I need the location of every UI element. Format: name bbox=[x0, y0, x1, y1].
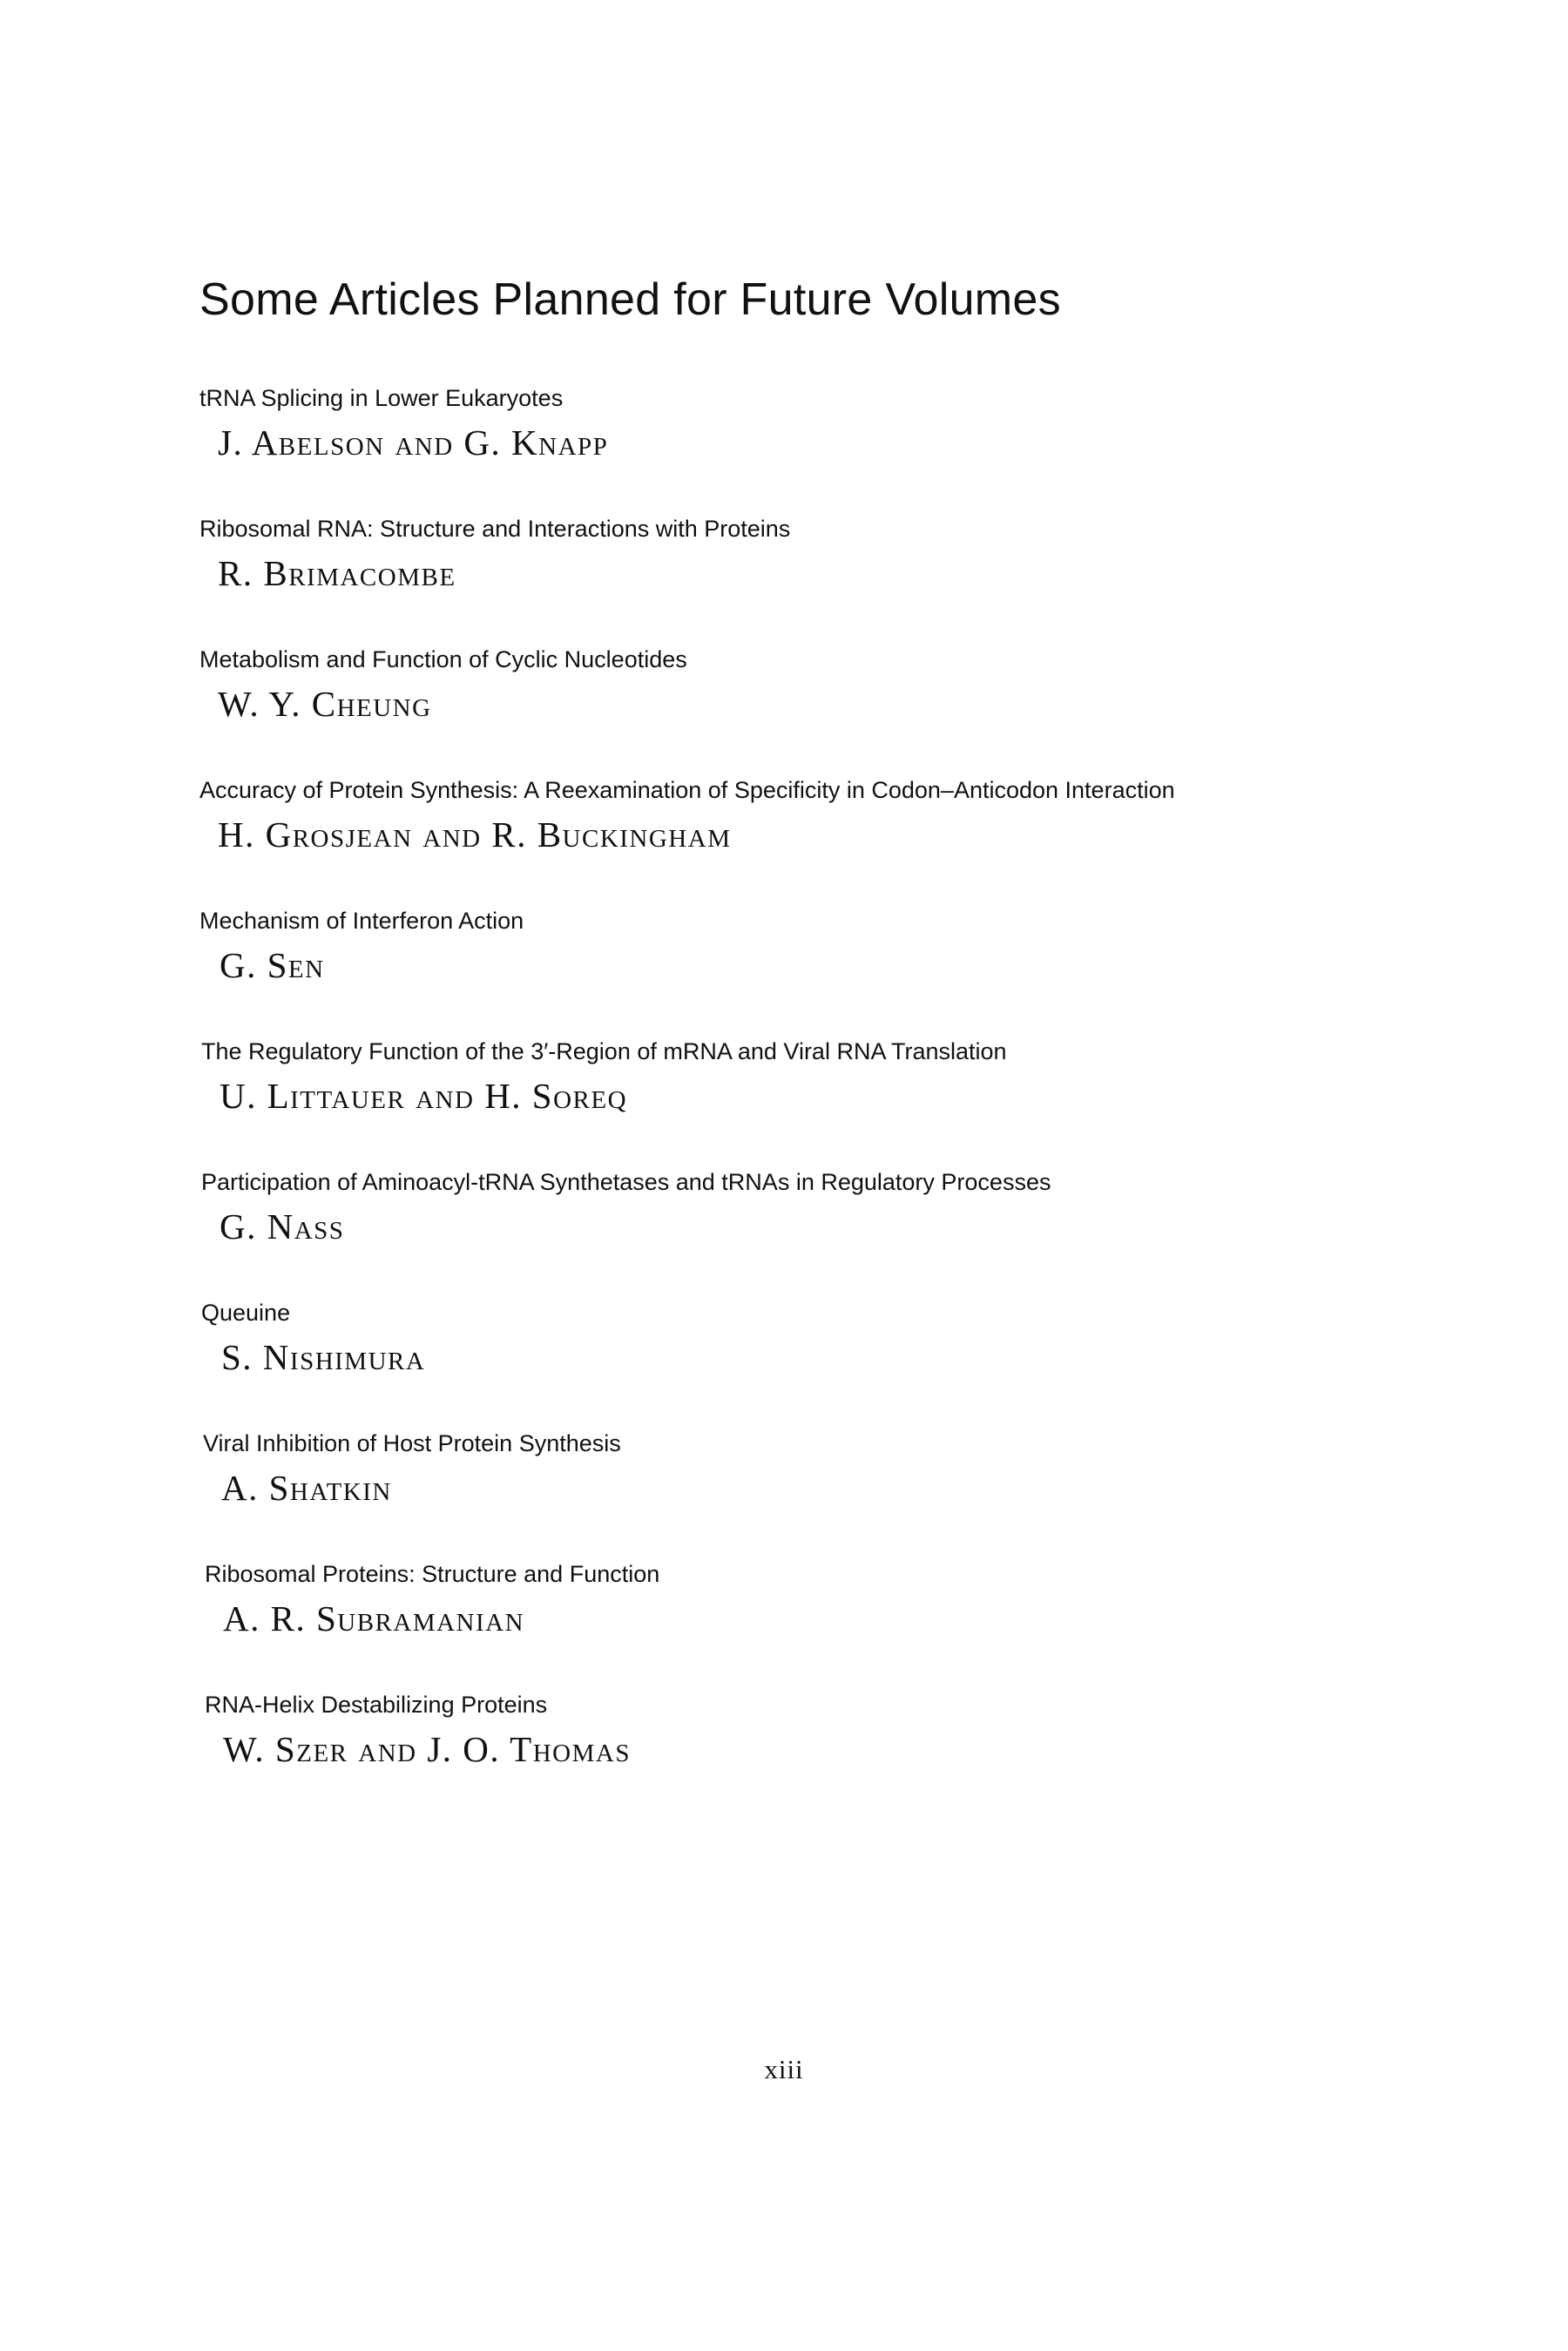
article-authors: A. R. Subramanian bbox=[223, 1598, 525, 1638]
article-title: Viral Inhibition of Host Protein Synthesis bbox=[203, 1430, 621, 1456]
article-title: Ribosomal RNA: Structure and Interactions with Proteins bbox=[199, 516, 791, 542]
article-authors: J. Abelson and G. Knapp bbox=[218, 422, 609, 463]
article-title: Queuine bbox=[201, 1300, 291, 1326]
article-authors: G. Nass bbox=[220, 1206, 345, 1246]
article-title: Metabolism and Function of Cyclic Nucleotides bbox=[199, 646, 687, 672]
article-authors: G. Sen bbox=[220, 945, 325, 985]
article-authors: W. Szer and J. O. Thomas bbox=[223, 1729, 631, 1769]
article-title: Accuracy of Protein Synthesis: A Reexamination of Specificity in Codon–Anticodon Interaction bbox=[199, 777, 1175, 803]
page-title: Some Articles Planned for Future Volumes bbox=[199, 274, 1061, 325]
article-authors: H. Grosjean and R. Buckingham bbox=[218, 814, 732, 855]
article-title: RNA-Helix Destabilizing Proteins bbox=[205, 1692, 548, 1718]
article-title: Participation of Aminoacyl-tRNA Synthetases and tRNAs in Regulatory Processes bbox=[201, 1169, 1051, 1195]
article-authors: A. Shatkin bbox=[221, 1468, 392, 1508]
article-authors: R. Brimacombe bbox=[218, 553, 456, 593]
article-title: tRNA Splicing in Lower Eukaryotes bbox=[199, 385, 564, 411]
article-title: The Regulatory Function of the 3′-Region of mRNA and Viral RNA Translation bbox=[201, 1038, 1007, 1064]
article-authors: S. Nishimura bbox=[221, 1337, 426, 1377]
article-authors: U. Littauer and H. Soreq bbox=[220, 1076, 628, 1116]
article-authors: W. Y. Cheung bbox=[218, 684, 432, 724]
article-title: Ribosomal Proteins: Structure and Function bbox=[205, 1561, 660, 1587]
article-title: Mechanism of Interferon Action bbox=[199, 908, 524, 934]
page-number: xiii bbox=[764, 2054, 804, 2084]
